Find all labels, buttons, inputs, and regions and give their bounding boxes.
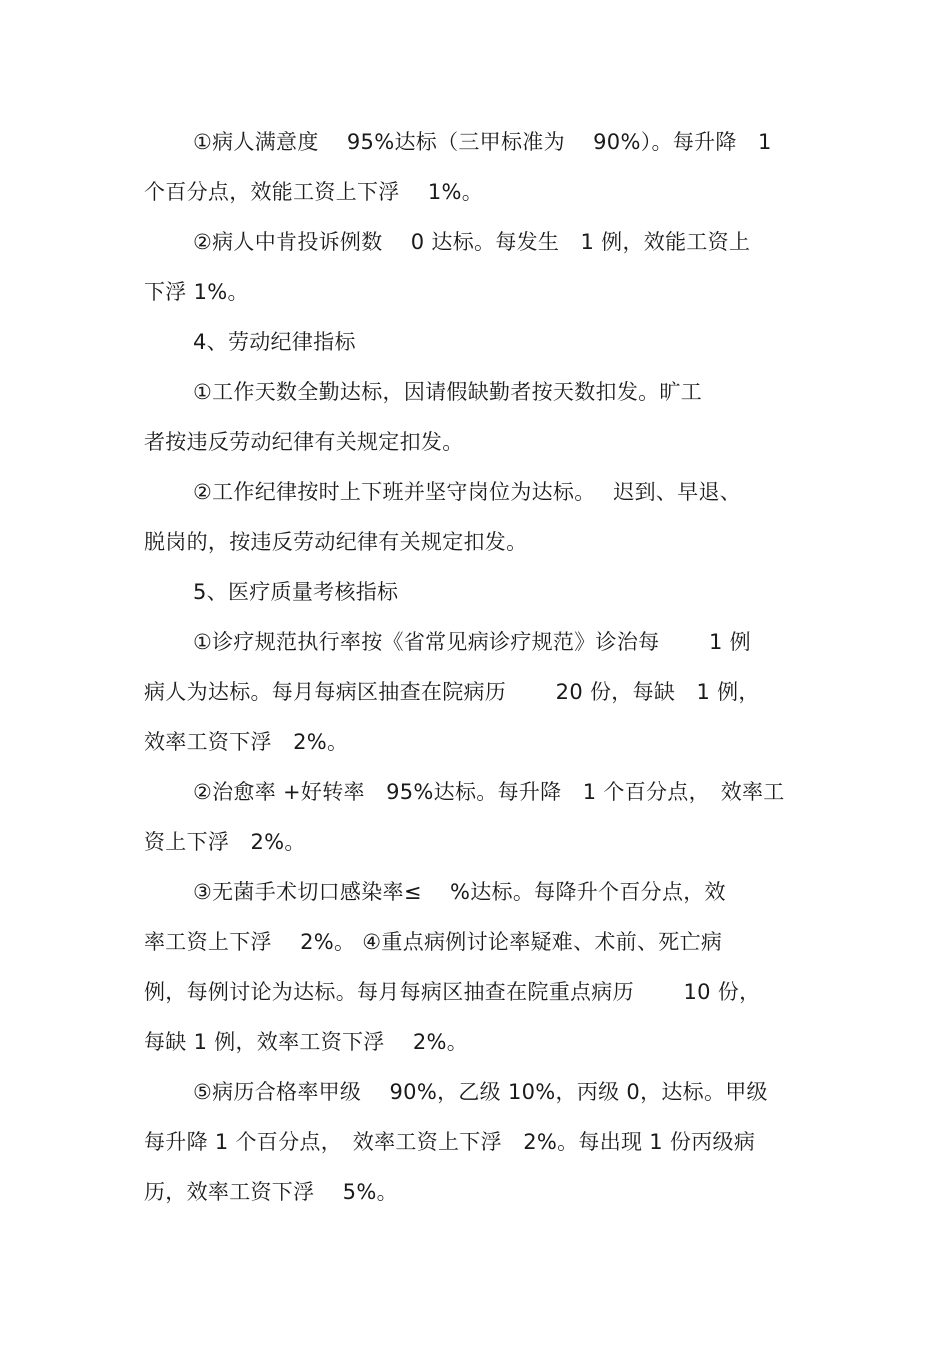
paragraph-line: ①工作天数全勤达标，因请假缺勤者按天数扣发。旷工 [193,380,703,404]
paragraph-line: 每缺 1 例，效率工资下浮 2%。 [144,1030,469,1054]
section-heading: 5、医疗质量考核指标 [193,580,399,604]
paragraph-line: 率工资上下浮 2%。 ④重点病例讨论率疑难、术前、死亡病 [144,930,723,954]
paragraph-line: 病人为达标。每月每病区抽查在院病历 20 份，每缺 1 例， [144,680,760,704]
paragraph-line: 个百分点，效能工资上下浮 1%。 [144,180,484,204]
paragraph-line: 资上下浮 2%。 [144,830,306,854]
paragraph-line: ③无菌手术切口感染率≤ %达标。每降升个百分点，效 [193,880,726,904]
paragraph-line: 脱岗的，按违反劳动纪律有关规定扣发。 [144,530,528,554]
paragraph-line: 历，效率工资下浮 5%。 [144,1180,398,1204]
paragraph-line: ②病人中肯投诉例数 0 达标。每发生 1 例，效能工资上 [193,230,751,254]
section-heading: 4、劳动纪律指标 [193,330,356,354]
paragraph-line: ①病人满意度 95%达标（三甲标准为 90%）。每升降 1 [193,130,772,154]
paragraph-line: 例，每例讨论为达标。每月每病区抽查在院重点病历 10 份， [144,980,761,1004]
paragraph-line: 效率工资下浮 2%。 [144,730,349,754]
paragraph-line: 者按违反劳动纪律有关规定扣发。 [144,430,464,454]
paragraph-line: 每升降 1 个百分点， 效率工资上下浮 2%。每出现 1 份丙级病 [144,1130,756,1154]
paragraph-line: ②工作纪律按时上下班并坚守岗位为达标。 迟到、早退、 [193,480,742,504]
paragraph-line: ⑤病历合格率甲级 90%，乙级 10%，丙级 0，达标。甲级 [193,1080,768,1104]
paragraph-line: ②治愈率 +好转率 95%达标。每升降 1 个百分点， 效率工 [193,780,785,804]
paragraph-line: ①诊疗规范执行率按《省常见病诊疗规范》诊治每 1 例 [193,630,751,654]
paragraph-line: 下浮 1%。 [144,280,249,304]
